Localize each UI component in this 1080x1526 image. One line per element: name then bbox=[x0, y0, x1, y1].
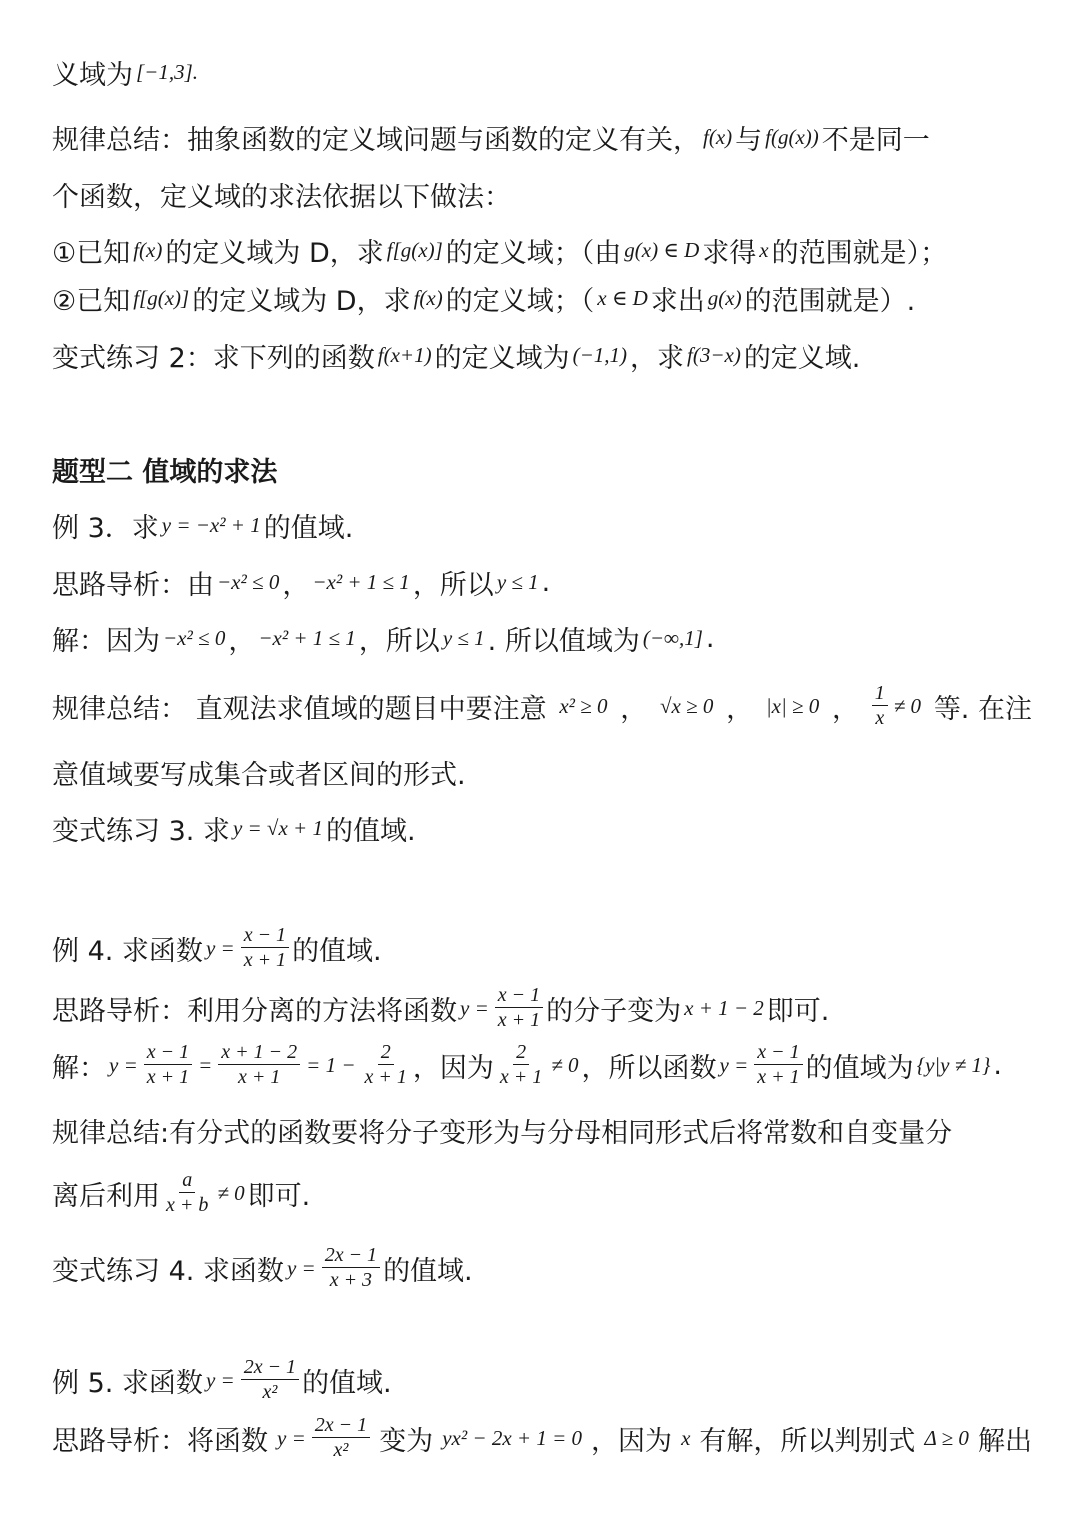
text: 规律总结： 直观法求值域的题目中要注意 bbox=[52, 693, 547, 725]
math-expression: g(x) bbox=[707, 285, 742, 310]
math-expression: ≠ 0 bbox=[217, 1180, 245, 1205]
math-expression: y = bbox=[277, 1425, 306, 1450]
fraction bbox=[163, 1170, 211, 1216]
math-expression: √x ≥ 0 bbox=[660, 693, 714, 718]
text-line bbox=[52, 50, 1032, 94]
math-expression: ≠ 0 bbox=[893, 693, 922, 718]
denominator: x bbox=[875, 707, 885, 729]
text: 的定义域；（ bbox=[445, 285, 595, 317]
denominator: x + 1 bbox=[497, 1009, 541, 1031]
denominator: x + 1 bbox=[499, 1066, 543, 1088]
math-expression: f(x) bbox=[703, 124, 733, 149]
math-expression: −x² ≤ 0 bbox=[163, 625, 226, 650]
text: 的定义域为 D，求 bbox=[165, 237, 384, 269]
text: 的值域. bbox=[292, 935, 382, 967]
text: . 所以值域为 bbox=[487, 625, 640, 657]
denominator: x + 1 bbox=[364, 1066, 407, 1088]
heading-text: 题型二 值域的求法 bbox=[52, 456, 278, 488]
math-expression: y = bbox=[109, 1052, 138, 1077]
text: 的范围就是）； bbox=[771, 237, 948, 269]
math-expression: f(3−x) bbox=[687, 342, 741, 367]
math-expression: ≠ 0 bbox=[551, 1052, 579, 1077]
text: 等. 在注 bbox=[933, 693, 1032, 725]
numerator: x + 1 − 2 bbox=[218, 1042, 300, 1065]
text: 不是同一 bbox=[821, 124, 930, 156]
text-line bbox=[52, 1037, 1032, 1093]
denominator: x + 3 bbox=[329, 1269, 373, 1291]
text: 变式练习 4. 求函数 bbox=[52, 1255, 284, 1287]
numerator: a bbox=[179, 1170, 195, 1193]
text-line bbox=[52, 750, 1032, 794]
text-line bbox=[52, 980, 1032, 1036]
denominator: x + 1 bbox=[757, 1066, 800, 1088]
numerator: 2x − 1 bbox=[322, 1245, 380, 1268]
text: . bbox=[541, 566, 551, 598]
text: ，因为 bbox=[412, 1052, 494, 1084]
text: 变式练习 3. 求 bbox=[52, 815, 230, 847]
text: ，所以 bbox=[358, 625, 440, 657]
text: 即可. bbox=[766, 995, 830, 1027]
text: 个函数，定义域的求法依据以下做法： bbox=[52, 181, 511, 213]
fraction bbox=[495, 985, 543, 1031]
fraction bbox=[241, 1357, 299, 1403]
numerator: x − 1 bbox=[495, 985, 543, 1008]
denominator: x² bbox=[262, 1381, 278, 1403]
fraction bbox=[362, 1042, 410, 1088]
text-line bbox=[52, 1165, 1032, 1221]
text: 规律总结:有分式的函数要将分子变形为与分母相同形式后将常数和自变量分 bbox=[52, 1117, 953, 1149]
fraction bbox=[218, 1042, 300, 1088]
text: 思路导析：将函数 bbox=[52, 1425, 268, 1457]
text: 解： bbox=[52, 1052, 106, 1084]
math-expression: yx² − 2x + 1 = 0 bbox=[442, 1425, 582, 1450]
math-expression: y ≤ 1 bbox=[496, 569, 539, 594]
numerator: 2 bbox=[513, 1042, 529, 1065]
text: ，求 bbox=[630, 342, 684, 374]
text: 即可. bbox=[247, 1180, 311, 1212]
text: 的定义域；（由 bbox=[445, 237, 622, 269]
text: 例 5. 求函数 bbox=[52, 1367, 203, 1399]
text: ， bbox=[620, 693, 648, 725]
text: ②已知 bbox=[52, 285, 131, 317]
denominator: x + 1 bbox=[146, 1066, 190, 1088]
math-expression: |x| ≥ 0 bbox=[765, 693, 820, 718]
fraction bbox=[322, 1245, 380, 1291]
text: 与 bbox=[735, 124, 763, 156]
fraction bbox=[312, 1415, 370, 1461]
text: 解：因为 bbox=[52, 625, 160, 657]
math-expression: y = bbox=[205, 1367, 235, 1392]
math-expression: Δ ≥ 0 bbox=[924, 1425, 969, 1450]
text-line bbox=[52, 1352, 1032, 1408]
math-expression: (−1,1) bbox=[572, 342, 627, 367]
text: 变式练习 2：求下列的函数 bbox=[52, 342, 375, 374]
text: 有解，所以判别式 bbox=[699, 1425, 916, 1457]
text: 的值域. bbox=[325, 815, 416, 847]
math-expression: y = bbox=[460, 995, 489, 1020]
text: 的定义域为 D，求 bbox=[192, 285, 411, 317]
fraction bbox=[497, 1042, 545, 1088]
text-line bbox=[52, 1410, 1032, 1466]
text: 离后利用 bbox=[52, 1180, 160, 1212]
text: 例 4. 求函数 bbox=[52, 935, 203, 967]
text-line bbox=[52, 1240, 1032, 1296]
math-expression: y = bbox=[286, 1255, 316, 1280]
text: ①已知 bbox=[52, 237, 131, 269]
text-line bbox=[52, 333, 1032, 377]
text: 解出 bbox=[977, 1425, 1032, 1457]
text: 的分子变为 bbox=[546, 995, 682, 1027]
math-expression: y = bbox=[205, 935, 235, 960]
text: 的值域. bbox=[383, 1255, 473, 1287]
text: 义域为 bbox=[52, 59, 133, 91]
text: 求出 bbox=[650, 285, 705, 317]
text: 的值域. bbox=[302, 1367, 392, 1399]
math-expression: = bbox=[198, 1052, 213, 1077]
section-heading bbox=[52, 447, 1032, 491]
fraction bbox=[241, 925, 289, 971]
text-line bbox=[52, 276, 1032, 320]
text: ， bbox=[282, 569, 310, 601]
text: ，所以函数 bbox=[581, 1052, 717, 1084]
fraction bbox=[872, 683, 888, 729]
text: ，因为 bbox=[591, 1425, 673, 1457]
text-line bbox=[52, 503, 1032, 547]
text: 的定义域. bbox=[743, 342, 861, 374]
math-expression: x + 1 − 2 bbox=[684, 995, 764, 1020]
text-line bbox=[52, 806, 1032, 850]
math-expression: −x² + 1 ≤ 1 bbox=[312, 569, 410, 594]
text: 的值域. bbox=[263, 512, 354, 544]
math-expression: y = √x + 1 bbox=[232, 815, 323, 840]
math-expression: = 1 − bbox=[306, 1052, 356, 1077]
text: ， bbox=[228, 625, 256, 657]
math-expression: (−∞,1] bbox=[642, 625, 703, 650]
math-expression: [−1,3]. bbox=[136, 59, 199, 84]
text: . bbox=[705, 622, 715, 654]
fraction bbox=[144, 1042, 192, 1088]
math-expression: y = bbox=[719, 1052, 749, 1077]
math-expression: g(x) ∈ D bbox=[624, 237, 700, 262]
fraction bbox=[754, 1042, 802, 1088]
math-expression bbox=[274, 1415, 373, 1461]
text-line bbox=[52, 616, 1032, 660]
text: 例 3．求 bbox=[52, 512, 159, 544]
text-line bbox=[52, 560, 1032, 604]
text: ， bbox=[726, 693, 754, 725]
math-expression: x bbox=[759, 237, 769, 262]
numerator: x − 1 bbox=[754, 1042, 802, 1065]
numerator: x − 1 bbox=[241, 925, 289, 948]
denominator: x + 1 bbox=[238, 1066, 281, 1088]
denominator: x + 1 bbox=[243, 949, 287, 971]
text-line bbox=[52, 1108, 1032, 1152]
math-expression: x² ≥ 0 bbox=[559, 693, 608, 718]
numerator: 1 bbox=[872, 683, 888, 706]
math-expression: {y|y ≠ 1} bbox=[916, 1052, 991, 1077]
math-expression: f[g(x)] bbox=[133, 285, 190, 310]
text-line bbox=[52, 920, 1032, 976]
text-line bbox=[52, 115, 1032, 159]
text: . bbox=[993, 1049, 1003, 1081]
text: 的值域为 bbox=[805, 1052, 914, 1084]
math-expression: x ∈ D bbox=[597, 285, 648, 310]
math-expression: f(x) bbox=[413, 285, 443, 310]
text: 思路导析：由 bbox=[52, 569, 214, 601]
text: 思路导析：利用分离的方法将函数 bbox=[52, 995, 457, 1027]
text: 的定义域为 bbox=[434, 342, 570, 374]
text: 意值域要写成集合或者区间的形式. bbox=[52, 759, 466, 791]
math-expression: f(g(x)) bbox=[765, 124, 819, 149]
text: 规律总结：抽象函数的定义域问题与函数的定义有关， bbox=[52, 124, 700, 156]
denominator: x + b bbox=[166, 1194, 209, 1216]
denominator: x² bbox=[333, 1439, 349, 1461]
math-expression: −x² ≤ 0 bbox=[217, 569, 280, 594]
text: 求得 bbox=[702, 237, 757, 269]
text-line bbox=[52, 680, 1032, 732]
math-expression bbox=[869, 683, 924, 729]
math-expression: y = −x² + 1 bbox=[161, 512, 261, 537]
math-expression: x bbox=[681, 1425, 691, 1450]
numerator: 2 bbox=[378, 1042, 394, 1065]
math-expression: −x² + 1 ≤ 1 bbox=[258, 625, 356, 650]
numerator: 2x − 1 bbox=[241, 1357, 299, 1380]
math-expression: f(x+1) bbox=[377, 342, 432, 367]
text: 的范围就是）. bbox=[744, 285, 916, 317]
text: 变为 bbox=[379, 1425, 434, 1457]
text: ， bbox=[832, 693, 860, 725]
math-expression: y ≤ 1 bbox=[442, 625, 485, 650]
numerator: x − 1 bbox=[144, 1042, 192, 1065]
text-line bbox=[52, 172, 1032, 216]
math-expression: f(x) bbox=[133, 237, 163, 262]
text-line bbox=[52, 228, 1032, 272]
numerator: 2x − 1 bbox=[312, 1415, 370, 1438]
math-expression: f[g(x)] bbox=[386, 237, 443, 262]
text: ，所以 bbox=[412, 569, 494, 601]
